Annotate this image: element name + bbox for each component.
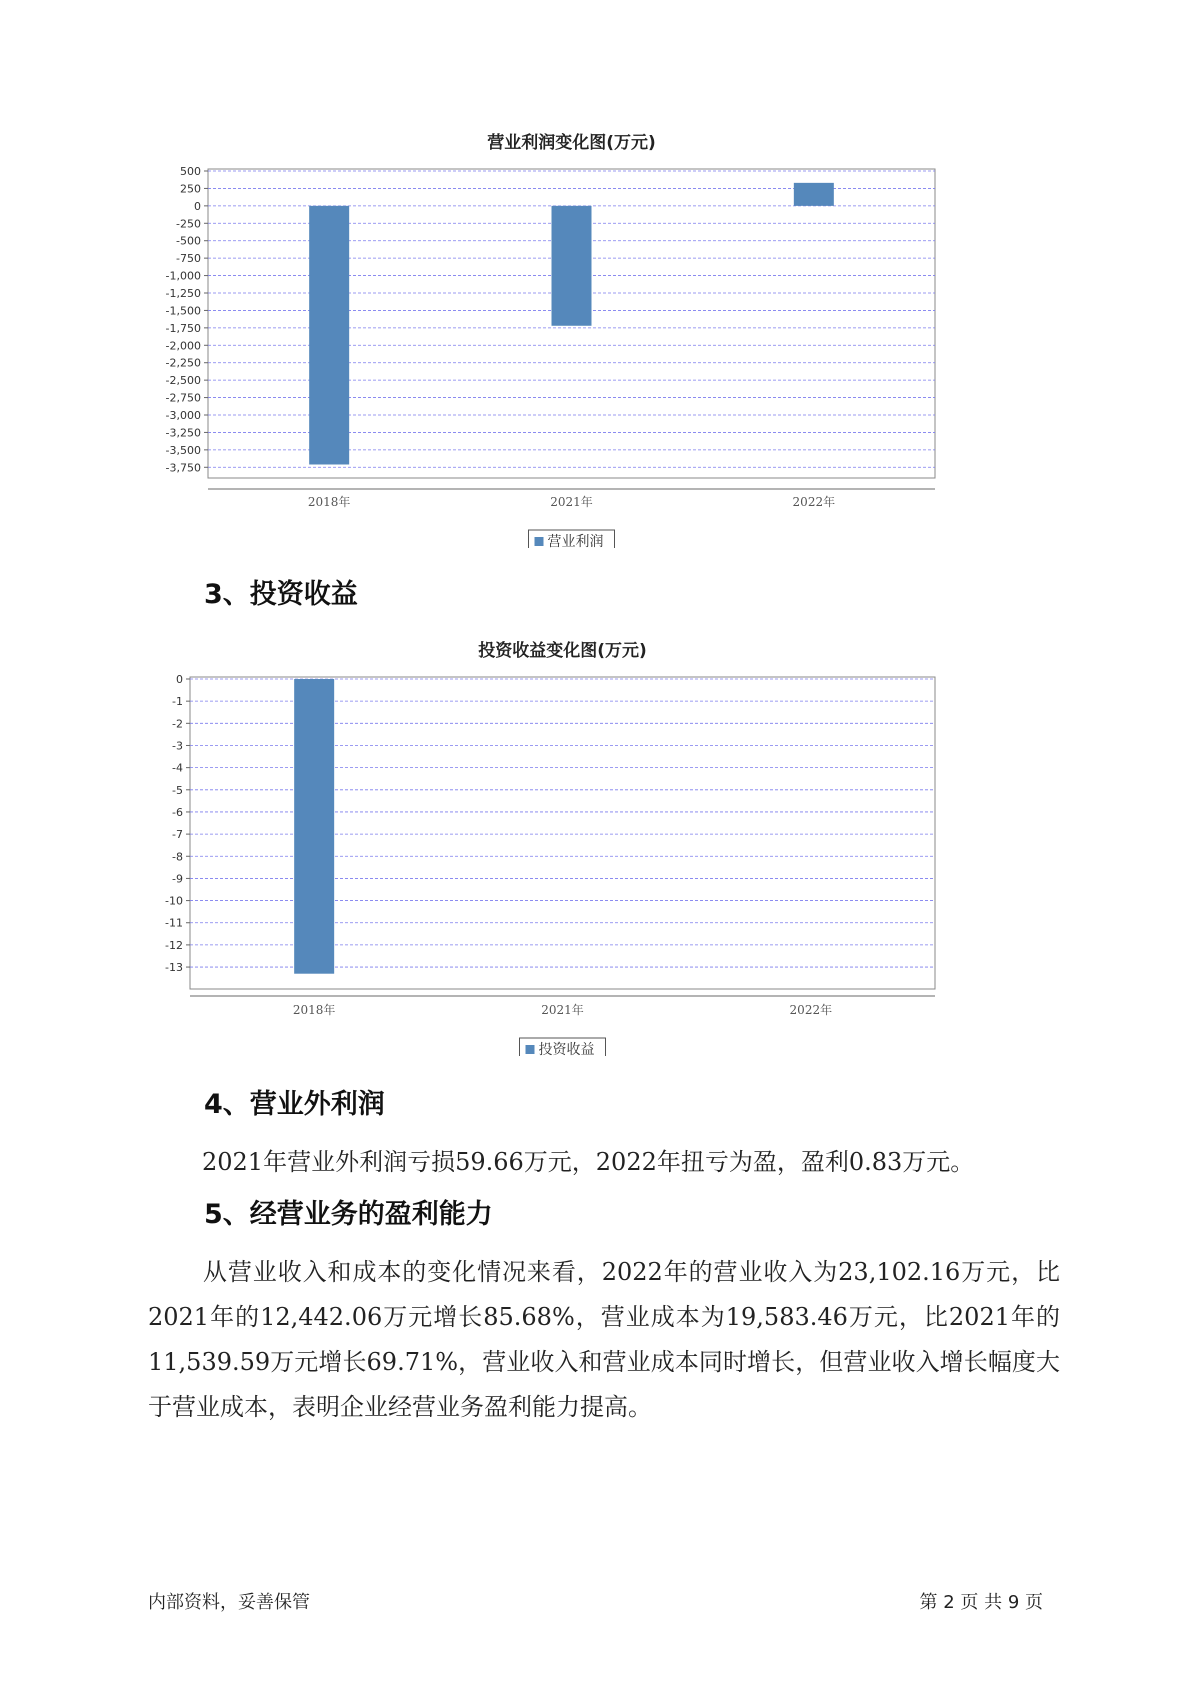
- chart-group: [166, 132, 935, 548]
- y-tick-label: -11: [165, 916, 183, 930]
- section-5-heading: 5、经营业务的盈利能力: [204, 1199, 493, 1230]
- y-tick-label: -2,750: [165, 391, 201, 405]
- y-tick-label: -13: [165, 961, 183, 975]
- y-tick-label: -3,750: [165, 461, 201, 475]
- bar: [552, 206, 592, 326]
- bar: [294, 679, 334, 974]
- legend-swatch: [526, 1045, 535, 1054]
- legend-label: 营业利润: [547, 534, 604, 548]
- operating-profit-chart-svg: [150, 128, 1050, 548]
- footer-page-number: 第 2 页 共 9 页: [919, 1592, 1043, 1613]
- y-tick-label: -5: [172, 783, 183, 797]
- chart-title: 投资收益变化图(万元): [478, 641, 647, 661]
- footer-left: 内部资料，妥善保管: [148, 1592, 310, 1613]
- x-category-label: 2018年: [292, 1003, 336, 1017]
- legend-label: 投资收益: [538, 1042, 595, 1056]
- bar: [309, 206, 349, 465]
- section-5-paragraph: 从营业收入和成本的变化情况来看，2022年的营业收入为23,102.16万元，比2021年的12,442.06万元增长85.68%，营业成本为19,583.46万元，比2021年的11,539.59万元增长69.71%，营业收入和营业成本同时增长，但营业收入增长幅度大于营业成本，表明企业经营业务盈利能力提高。: [148, 1258, 1060, 1421]
- y-tick-label: -500: [176, 234, 201, 248]
- section-4-heading: 4、营业外利润: [204, 1089, 385, 1120]
- y-tick-label: 0: [194, 199, 201, 213]
- y-tick-label: -9: [172, 872, 183, 886]
- y-tick-label: 250: [180, 182, 201, 196]
- x-category-label: 2022年: [789, 1003, 833, 1017]
- y-tick-label: -7: [172, 828, 183, 842]
- y-tick-label: -3,250: [165, 426, 201, 440]
- y-tick-label: -2,500: [165, 374, 201, 388]
- y-tick-label: -1: [172, 695, 183, 709]
- legend-swatch: [535, 537, 544, 546]
- y-tick-label: -2,000: [165, 339, 201, 353]
- y-tick-label: 0: [176, 673, 183, 686]
- chart-group: [165, 640, 935, 1056]
- y-tick-label: -6: [172, 805, 183, 819]
- y-tick-label: -10: [165, 894, 183, 908]
- y-tick-label: -1,500: [165, 304, 201, 318]
- y-tick-label: -1,750: [165, 321, 201, 335]
- section-3-heading: 3、投资收益: [204, 579, 358, 610]
- y-tick-label: -3: [172, 739, 183, 753]
- x-category-label: 2021年: [541, 1003, 584, 1017]
- y-tick-label: -1,000: [165, 269, 201, 283]
- y-tick-label: -3,000: [165, 409, 201, 422]
- investment-income-chart-svg: [150, 636, 1050, 1056]
- y-tick-label: -1,250: [165, 287, 201, 300]
- y-tick-label: 500: [180, 165, 201, 178]
- x-category-label: 2018年: [307, 495, 351, 509]
- x-category-label: 2022年: [792, 495, 836, 509]
- investment-income-chart: [150, 636, 1050, 1056]
- operating-profit-chart: [150, 128, 1050, 548]
- y-tick-label: -3,500: [165, 443, 201, 457]
- y-tick-label: -4: [172, 761, 183, 775]
- y-tick-label: -12: [165, 938, 183, 952]
- x-category-label: 2021年: [550, 495, 593, 509]
- chart-title: 营业利润变化图(万元): [487, 133, 656, 153]
- y-tick-label: -250: [176, 217, 201, 231]
- section-4-paragraph: 2021年营业外利润亏损59.66万元，2022年扭亏为盈，盈利0.83万元。: [202, 1148, 975, 1176]
- bar: [794, 183, 834, 206]
- y-tick-label: -2,250: [165, 356, 201, 370]
- y-tick-label: -2: [172, 717, 183, 731]
- y-tick-label: -8: [172, 850, 183, 864]
- y-tick-label: -750: [176, 252, 201, 266]
